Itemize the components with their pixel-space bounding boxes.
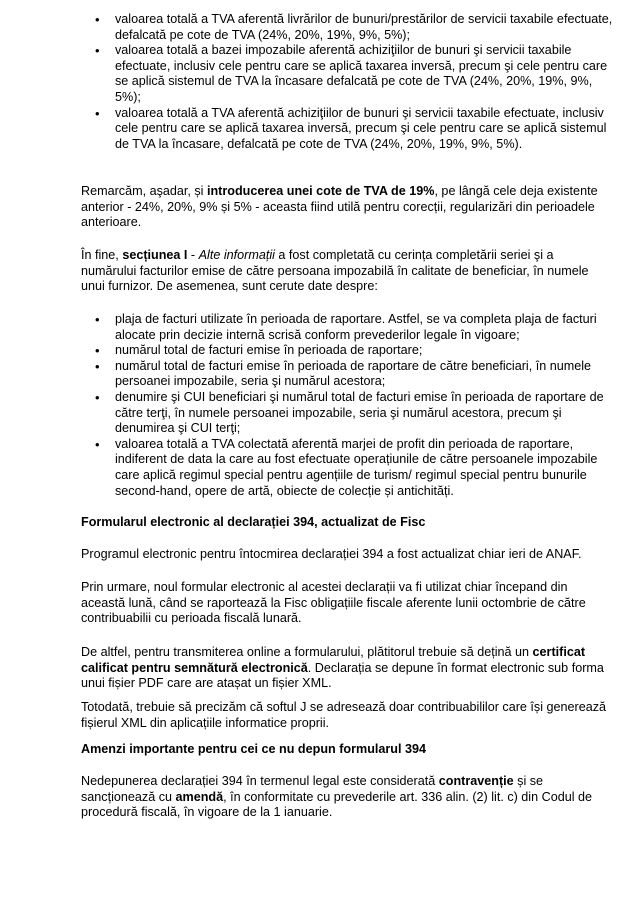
- list-item: • denumire şi CUI beneficiari şi numărul total de facturi emise în perioada de raportare de către terţi, în numele persoanei impozabile, seria şi numărul acestora, precum şi denumirea şi CUI terţi;: [0, 390, 620, 437]
- bold-highlight: contravenție: [438, 774, 514, 788]
- paragraph-remarcam: Remarcăm, aşadar, și introducerea unei cote de TVA de 19%, pe lângă cele deja existente anterior - 24%, 20%, 9% și 5% - aceasta fiind utilă pentru corecții, regularizări din perioadele anterioare.: [81, 184, 598, 230]
- paragraph-de-altfel: De altfel, pentru transmiterea online a formularului, plătitorul trebuie să dețină un certificat calificat pentru semnătură electronică. Declarația se depune în format electronic sub forma unui fișier PDF care are atașat un fișier XML.: [81, 645, 604, 691]
- list-item: • numărul total de facturi emise în perioada de raportare;: [0, 343, 620, 359]
- section-heading-formular: Formularul electronic al declarației 394, actualizat de Fisc: [81, 515, 426, 529]
- list-item: • numărul total de facturi emise în perioada de raportare de către beneficiari, în numele persoanei impozabile, seria şi numărul acestora;: [0, 359, 620, 390]
- bold-highlight: amendă: [175, 789, 224, 804]
- bold-highlight: secțiunea I: [122, 248, 188, 262]
- tva-bullet-list: [0, 12, 620, 152]
- italic-section-name: Alte informații: [198, 248, 275, 262]
- paragraph-in-fine: În fine, secțiunea I - Alte informații a fost completată cu cerința completării seriei şi a numărului facturilor emise de către persoana impozabilă în calitate de beneficiar, în numele unui furnizor. De asemenea, sunt cerute date despre:: [81, 248, 589, 294]
- paragraph-totodata: Totodată, trebuie să precizăm că softul J se adresează doar contribuabililor care își generează fișierul XML din aplicațiile informatice proprii.: [81, 700, 607, 730]
- list-item: • plaja de facturi utilizate în perioada de raportare. Astfel, se va completa plaja de facturi alocate prin decizie internă scrisă conform prevederilor legale în vigoare;: [0, 312, 620, 343]
- list-item: • valoarea totală a bazei impozabile aferentă achiziţiilor de bunuri şi servicii taxabile efectuate, inclusiv cele pentru care se aplică taxarea inversă, precum şi cele pentru care se aplică sistemul de TVA la încasare defalcată pe cote de TVA (24%, 20%, 19%, 9%, 5%);: [0, 43, 620, 105]
- paragraph-nedepunerea: Nedepunerea declarației 394 în termenul legal este considerată contravenție și se sancționează cu amendă, în conformitate cu prevederile art. 336 alin. (2) lit. c) din Codul de procedură fiscală, în vigoare de la 1 ianuarie.: [81, 774, 593, 820]
- bold-highlight: certificat calificat pentru semnătură electronică: [81, 645, 586, 675]
- paragraph-program: Programul electronic pentru întocmirea declarației 394 a fost actualizat chiar ieri de ANAF.: [81, 547, 582, 561]
- facturi-bullet-list: [0, 312, 620, 499]
- section-heading-amenzi: Amenzi importante pentru cei ce nu depun formularul 394: [81, 742, 426, 756]
- bold-highlight: introducerea unei cote de TVA de 19%: [206, 184, 435, 198]
- list-item: • valoarea totală a TVA aferentă livrărilor de bunuri/prestărilor de servicii taxabile efectuate, defalcată pe cote de TVA (24%, 20%, 19%, 9%, 5%);: [0, 12, 620, 43]
- paragraph-prin-urmare: Prin urmare, noul formular electronic al acestei declarații va fi utilizat chiar începand din această lună, când se raportează la Fisc obligațiile fiscale aferente lunii octombrie de către contribuabilii cu perioada fiscală lunară.: [81, 580, 586, 626]
- list-item: • valoarea totală a TVA colectată aferentă marjei de profit din perioada de raportare, indiferent de data la care au fost efectuate operațiunile de către persoanele impozabile care aplică regimul special pentru agențiile de turism/ regimul special pentru bunurile second-hand, opere de artă, obiecte de colecție și antichități.: [0, 437, 620, 499]
- list-item: • valoarea totală a TVA aferentă achiziţiilor de bunuri şi servicii taxabile efectuate, inclusiv cele pentru care se aplică taxarea inversă, precum şi cele pentru care se aplică sistemul de TVA la încasare, defalcată pe cote de TVA (24%, 20%, 19%, 9%, 5%).: [0, 106, 620, 153]
